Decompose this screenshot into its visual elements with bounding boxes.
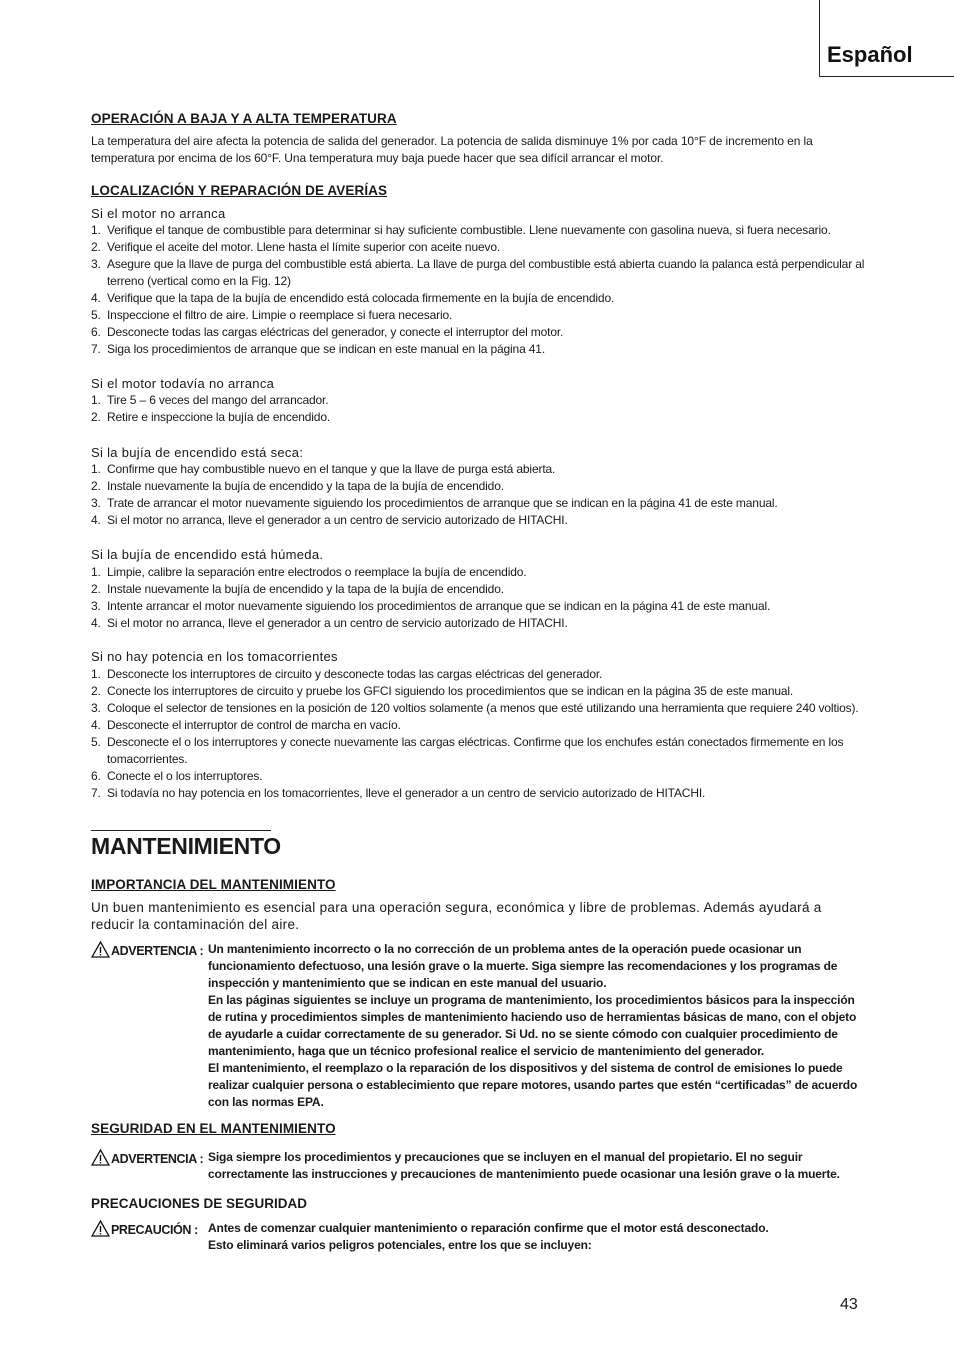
safety-heading: SEGURIDAD EN EL MANTENIMIENTO xyxy=(91,1121,336,1136)
list-item: 2. Retire e inspeccione la bujía de encendido. xyxy=(91,410,331,424)
list-item: 4. Desconecte el interruptor de control de marcha en vacío. xyxy=(91,718,401,732)
list-item: 1. Verifique el tanque de combustible para determinar si hay suficiente combustible. Llene nuevamente con gasolina nueva, si fuera necesario. xyxy=(91,223,831,237)
troubleshooting-list xyxy=(91,222,867,358)
list-item: 7. Siga los procedimientos de arranque que se indican en este manual en la página 41. xyxy=(91,342,546,356)
temperature-heading: OPERACIÓN A BAJA Y A ALTA TEMPERATURA xyxy=(91,111,397,126)
maintenance-title: MANTENIMIENTO xyxy=(91,830,271,860)
troubleshooting-list xyxy=(91,392,867,426)
list-item: 6. Desconecte todas las cargas eléctricas del generador, y conecte el interruptor del motor. xyxy=(91,325,564,339)
group-intro: Si la bujía de encendido está húmeda. xyxy=(91,547,324,562)
list-item: 4. Si el motor no arranca, lleve el generador a un centro de servicio autorizado de HITACHI. xyxy=(91,616,568,630)
warning-text: Siga siempre los procedimientos y precauciones que se incluyen en el manual del propietario. El no seguir correctamente las instrucciones y precauciones de mantenimiento puede ocasionar una lesión grave o la muerte. xyxy=(208,1150,840,1181)
warning-label: ADVERTENCIA : xyxy=(91,1149,203,1166)
troubleshooting-heading: LOCALIZACIÓN Y REPARACIÓN DE AVERÍAS xyxy=(91,183,388,198)
language-tab xyxy=(819,0,954,77)
list-item: 2. Instale nuevamente la bujía de encendido y la tapa de la bujía de encendido. xyxy=(91,582,504,596)
importance-text: Un buen mantenimiento es esencial para una operación segura, económica y libre de problemas. Además ayudará a reducir la contaminación del aire. xyxy=(91,900,822,932)
temperature-text: La temperatura del aire afecta la potencia de salida del generador. La potencia de salida disminuye 1% por cada 10°F de incremento en la temperatura por encima de los 60°F. Una temperatura muy baja puede hacer que sea difícil arrancar el motor. xyxy=(91,134,813,165)
caution-label: PRECAUCIÓN : xyxy=(91,1220,198,1237)
list-item: 1. Desconecte los interruptores de circuito y desconecte todas las cargas eléctricas del generador. xyxy=(91,667,603,681)
troubleshooting-list xyxy=(91,666,867,802)
caution-text: Antes de comenzar cualquier mantenimiento o reparación confirme que el motor está desconectado. Esto eliminará varios peligros potenciales, entre los que se incluyen: xyxy=(208,1221,769,1252)
language-label: Español xyxy=(827,42,913,67)
list-item: 7. Si todavía no hay potencia en los tomacorrientes, lleve el generador a un centro de servicio autorizado de HITACHI. xyxy=(91,786,706,800)
warning-triangle-icon xyxy=(91,1220,110,1237)
precautions-heading: PRECAUCIONES DE SEGURIDAD xyxy=(91,1196,308,1211)
list-item: 3. Asegure que la llave de purga del combustible está abierta. La llave de purga del combustible está abierta cuando la palanca está perpendicular al terreno (vertical como en la Fig. 12) xyxy=(91,257,865,288)
list-item: 2. Conecte los interruptores de circuito y pruebe los GFCI siguiendo los procedimientos que se indican en la página 35 de este manual. xyxy=(91,684,794,698)
group-intro: Si el motor no arranca xyxy=(91,206,226,221)
warning-triangle-icon xyxy=(91,941,110,958)
list-item: 1. Confirme que hay combustible nuevo en el tanque y que la llave de purga está abierta. xyxy=(91,462,556,476)
list-item: 6. Conecte el o los interruptores. xyxy=(91,769,263,783)
page-number: 43 xyxy=(840,1296,858,1313)
list-item: 4. Si el motor no arranca, lleve el generador a un centro de servicio autorizado de HITACHI. xyxy=(91,513,568,527)
group-intro: Si el motor todavía no arranca xyxy=(91,376,275,391)
list-item: 5. Desconecte el o los interruptores y conecte nuevamente las cargas eléctricas. Confirme que los enchufes están conectados firmemente en los tomacorrientes. xyxy=(91,735,844,766)
warning-text: Un mantenimiento incorrecto o la no corrección de un problema antes de la operación puede ocasionar un funcionamiento defectuoso, una lesión grave o la muerte. Siga siempre las recomendaciones y los programas de inspección y mantenimiento que se indican en este manual del usuario. En las páginas siguientes se incluye un programa de mantenimiento, los procedimientos básicos para la inspección de rutina y procedimientos simples de mantenimiento haciendo uso de herramientas básicas de mano, con el objeto de ayudarle a cuidar correctamente de su generador. Si Ud. no se siente cómodo con cualquier procedimiento de mantenimiento, haga que un técnico profesional realice el servicio de mantenimiento del generador. El mantenimiento, el reemplazo o la reparación de los dispositivos y del sistema de control de emisiones lo puede realizar cualquier persona o establecimiento que repare motores, usando partes que estén “certificadas” de acuerdo con las normas EPA. xyxy=(208,942,858,1109)
importance-heading: IMPORTANCIA DEL MANTENIMIENTO xyxy=(91,877,336,892)
list-item: 1. Limpie, calibre la separación entre electrodos o reemplace la bujía de encendido. xyxy=(91,565,527,579)
list-item: 3. Intente arrancar el motor nuevamente siguiendo los procedimientos de arranque que se indican en la página 41 de este manual. xyxy=(91,599,771,613)
list-item: 4. Verifique que la tapa de la bujía de encendido está colocada firmemente en la bujía de encendido. xyxy=(91,291,615,305)
warning-triangle-icon xyxy=(91,1149,110,1166)
troubleshooting-list xyxy=(91,461,867,529)
troubleshooting-list xyxy=(91,564,867,632)
list-item: 5. Inspeccione el filtro de aire. Limpie o reemplace si fuera necesario. xyxy=(91,308,453,322)
list-item: 2. Verifique el aceite del motor. Llene hasta el límite superior con aceite nuevo. xyxy=(91,240,501,254)
warning-label: ADVERTENCIA : xyxy=(91,941,203,958)
list-item: 1. Tire 5 – 6 veces del mango del arrancador. xyxy=(91,393,329,407)
group-intro: Si la bujía de encendido está seca: xyxy=(91,445,304,460)
list-item: 2. Instale nuevamente la bujía de encendido y la tapa de la bujía de encendido. xyxy=(91,479,504,493)
group-intro: Si no hay potencia en los tomacorrientes xyxy=(91,649,338,664)
list-item: 3. Trate de arrancar el motor nuevamente siguiendo los procedimientos de arranque que se indican en la página 41 de este manual. xyxy=(91,496,778,510)
list-item: 3. Coloque el selector de tensiones en la posición de 120 voltios solamente (a menos que esté utilizando una herramienta que requiere 240 voltios). xyxy=(91,701,859,715)
